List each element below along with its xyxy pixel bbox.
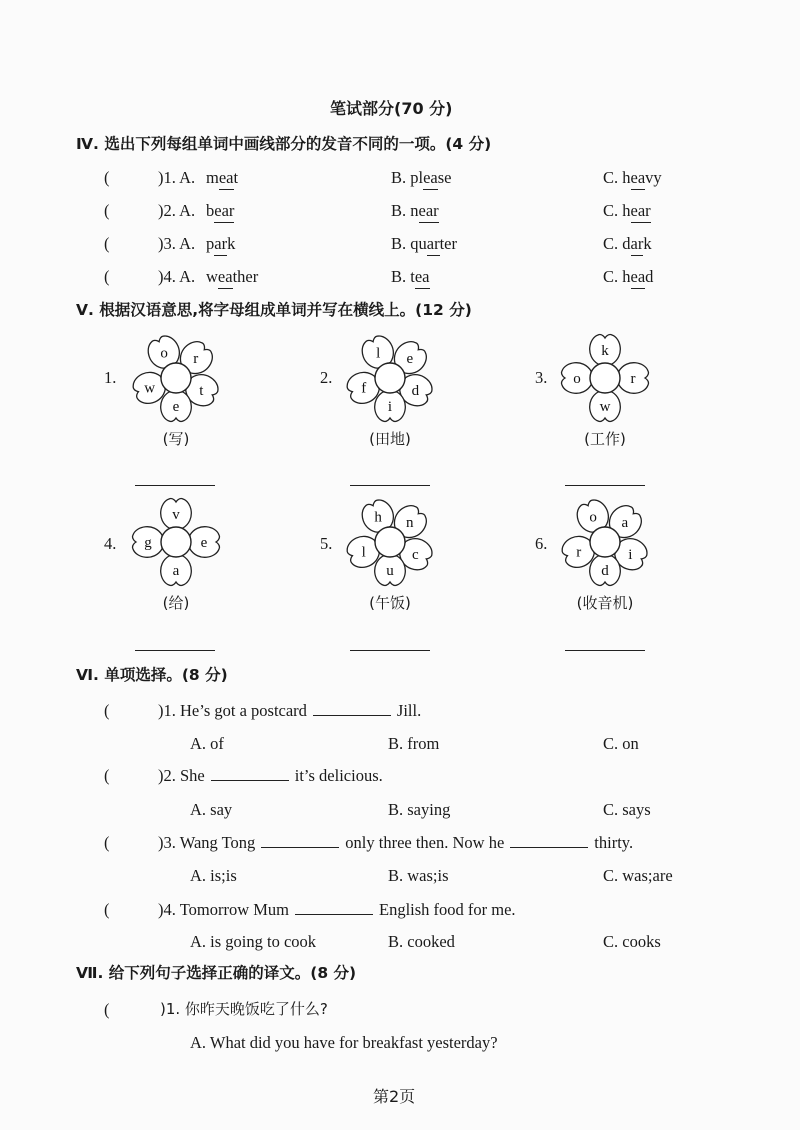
petal-letter: r bbox=[193, 351, 199, 368]
question-part: )4. Tomorrow Mum bbox=[158, 900, 289, 919]
letter-flower bbox=[131, 497, 221, 587]
page-number: 第2页 bbox=[373, 1087, 416, 1106]
option-c: C. says bbox=[603, 800, 651, 819]
chinese-meaning: (工作) bbox=[584, 430, 626, 448]
section-4-heading: Ⅳ. 选出下列每组单词中画线部分的发音不同的一项。(4 分) bbox=[76, 135, 492, 153]
question-part: it’s delicious. bbox=[294, 766, 383, 785]
answer-paren[interactable]: ( bbox=[104, 201, 110, 220]
underlined-letters: ar bbox=[214, 234, 228, 253]
petal-letter: i bbox=[387, 399, 393, 415]
underlined-letters: ear bbox=[418, 201, 439, 220]
underlined-letters: ea bbox=[414, 267, 430, 286]
question-part: Jill. bbox=[396, 701, 422, 720]
question-part: )2. She bbox=[158, 766, 205, 785]
flower-center bbox=[590, 527, 620, 557]
petal-letter: i bbox=[628, 546, 633, 563]
chinese-meaning: (午饭) bbox=[369, 594, 411, 612]
underlined-letters: ea bbox=[630, 168, 646, 187]
petal-letter: e bbox=[172, 399, 180, 415]
question-part: English food for me. bbox=[379, 900, 516, 919]
answer-line[interactable] bbox=[565, 650, 645, 651]
petal-letter: l bbox=[376, 345, 381, 362]
chinese-meaning: (给) bbox=[162, 594, 190, 612]
option-a: A. of bbox=[190, 734, 224, 753]
petal-letter: t bbox=[199, 382, 204, 399]
letter-flower bbox=[560, 497, 650, 587]
petal-letter: g bbox=[144, 535, 152, 551]
item-number: )2. A. bbox=[158, 201, 196, 220]
underlined-letters: ea bbox=[218, 168, 234, 187]
flower-center bbox=[161, 527, 191, 557]
s7-question-1: )1. 你昨天晚饭吃了什么? bbox=[160, 1000, 328, 1018]
option-a: park bbox=[206, 234, 236, 253]
underlined-letters: ar bbox=[426, 234, 440, 253]
section-6-heading: Ⅵ. 单项选择。(8 分) bbox=[76, 666, 228, 684]
answer-paren[interactable]: ( bbox=[104, 701, 110, 720]
question-part: thirty. bbox=[594, 833, 634, 852]
option-b: B. was;is bbox=[388, 866, 449, 885]
petal-letter: f bbox=[361, 380, 367, 397]
option-c: C. hear bbox=[603, 201, 651, 220]
flower-number: 1. bbox=[104, 368, 117, 387]
petal-letter: d bbox=[601, 563, 609, 579]
petal-letter: o bbox=[589, 509, 597, 526]
letter-flower bbox=[345, 497, 435, 587]
option-a: bear bbox=[206, 201, 235, 220]
option-b: B. saying bbox=[388, 800, 451, 819]
petal-letter: l bbox=[361, 544, 366, 561]
answer-line[interactable] bbox=[135, 485, 215, 486]
flower-center bbox=[161, 363, 191, 393]
s7-option-a: A. What did you have for breakfast yesterday? bbox=[190, 1033, 498, 1052]
option-b: B. near bbox=[391, 201, 439, 220]
petal-letter: h bbox=[374, 509, 382, 526]
petal-letter: k bbox=[601, 343, 609, 359]
flower-number: 5. bbox=[320, 534, 333, 553]
answer-paren[interactable]: ( bbox=[104, 900, 110, 919]
option-a: A. is;is bbox=[190, 866, 237, 885]
petal-letter: a bbox=[621, 515, 629, 532]
page-title: 笔试部分(70 分) bbox=[330, 99, 453, 118]
petal-letter: o bbox=[573, 371, 581, 387]
answer-line[interactable] bbox=[565, 485, 645, 486]
chinese-meaning: (写) bbox=[162, 430, 190, 448]
petal-letter: w bbox=[144, 380, 156, 397]
answer-line[interactable] bbox=[350, 650, 430, 651]
flower-number: 6. bbox=[535, 534, 548, 553]
option-b: B. please bbox=[391, 168, 452, 187]
option-c: C. head bbox=[603, 267, 654, 286]
answer-line[interactable] bbox=[135, 650, 215, 651]
section-7-heading: Ⅶ. 给下列句子选择正确的译文。(8 分) bbox=[76, 964, 357, 982]
option-a: meat bbox=[206, 168, 239, 187]
question-text bbox=[158, 703, 421, 720]
flower-number: 3. bbox=[535, 368, 548, 387]
answer-paren[interactable]: ( bbox=[104, 234, 110, 253]
answer-paren[interactable]: ( bbox=[104, 168, 110, 187]
fill-blank[interactable] bbox=[510, 835, 588, 848]
petal-letter: a bbox=[172, 563, 180, 579]
item-number: )3. A. bbox=[158, 234, 196, 253]
question-part: )3. Wang Tong bbox=[158, 833, 256, 852]
question-text bbox=[158, 902, 516, 919]
underlined-letters: ea bbox=[630, 267, 646, 286]
flower-center bbox=[375, 363, 405, 393]
option-c: C. heavy bbox=[603, 168, 662, 187]
option-c: C. on bbox=[603, 734, 639, 753]
chinese-meaning: (收音机) bbox=[576, 594, 634, 612]
flower-number: 4. bbox=[104, 534, 117, 553]
petal-letter: e bbox=[200, 535, 208, 551]
option-b: B. from bbox=[388, 734, 440, 753]
answer-paren[interactable]: ( bbox=[104, 766, 110, 785]
option-a: weather bbox=[206, 267, 259, 286]
flower-center bbox=[375, 527, 405, 557]
letter-flower bbox=[345, 333, 435, 423]
fill-blank[interactable] bbox=[313, 703, 391, 716]
question-part: only three then. Now he bbox=[345, 833, 505, 852]
item-number: )4. A. bbox=[158, 267, 196, 286]
petal-letter: e bbox=[406, 351, 414, 368]
option-c: C. cooks bbox=[603, 932, 661, 951]
underlined-letters: ear bbox=[214, 201, 235, 220]
letter-flower bbox=[560, 333, 650, 423]
petal-letter: r bbox=[576, 544, 582, 561]
letter-flower bbox=[131, 333, 221, 423]
question-part: )1. He’s got a postcard bbox=[158, 701, 307, 720]
question-text bbox=[158, 835, 633, 852]
option-b: B. tea bbox=[391, 267, 430, 286]
option-c: C. dark bbox=[603, 234, 652, 253]
fill-blank[interactable] bbox=[211, 768, 289, 781]
option-b: B. cooked bbox=[388, 932, 455, 951]
option-a: A. is going to cook bbox=[190, 932, 317, 951]
option-a: A. say bbox=[190, 800, 233, 819]
question-text bbox=[158, 768, 383, 785]
flower-number: 2. bbox=[320, 368, 333, 387]
answer-paren[interactable]: ( bbox=[104, 1000, 110, 1019]
item-number: )1. A. bbox=[158, 168, 196, 187]
option-c: C. was;are bbox=[603, 866, 673, 885]
petal-letter: c bbox=[412, 546, 419, 563]
petal-letter: d bbox=[411, 382, 420, 399]
petal-letter: v bbox=[172, 507, 180, 523]
answer-paren[interactable]: ( bbox=[104, 833, 110, 852]
answer-line[interactable] bbox=[350, 485, 430, 486]
fill-blank[interactable] bbox=[295, 902, 373, 915]
underlined-letters: ea bbox=[217, 267, 233, 286]
answer-paren[interactable]: ( bbox=[104, 267, 110, 286]
flower-center bbox=[590, 363, 620, 393]
fill-blank[interactable] bbox=[261, 835, 339, 848]
option-b: B. quarter bbox=[391, 234, 457, 253]
petal-letter: u bbox=[386, 563, 394, 579]
chinese-meaning: (田地) bbox=[369, 430, 411, 448]
section-5-heading: Ⅴ. 根据汉语意思,将字母组成单词并写在横线上。(12 分) bbox=[76, 301, 472, 319]
underlined-letters: ear bbox=[630, 201, 651, 220]
petal-letter: w bbox=[599, 399, 611, 415]
petal-letter: o bbox=[160, 345, 168, 362]
petal-letter: n bbox=[406, 515, 414, 532]
underlined-letters: ar bbox=[630, 234, 644, 253]
petal-letter: r bbox=[630, 371, 636, 387]
underlined-letters: ea bbox=[423, 168, 438, 187]
